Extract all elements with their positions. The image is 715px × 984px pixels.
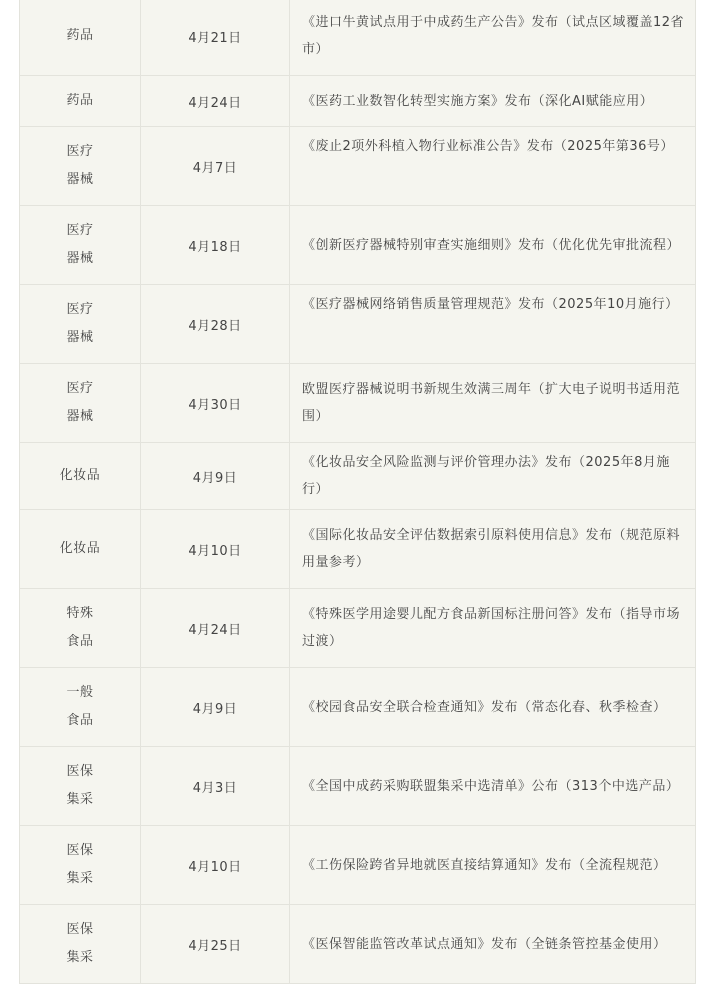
content-cell: 《医药工业数智化转型实施方案》发布（深化AI赋能应用） (290, 76, 696, 127)
content-cell: 《废止2项外科植入物行业标准公告》发布（2025年第36号） (290, 127, 696, 206)
table-row (20, 905, 696, 984)
date-cell: 4月25日 (141, 905, 290, 984)
content-cell: 《特殊医学用途婴儿配方食品新国标注册问答》发布（指导市场过渡） (290, 589, 696, 668)
date-cell: 4月9日 (141, 668, 290, 747)
category-cell: 药品 (20, 76, 141, 127)
category-cell: 医疗 器械 (20, 285, 141, 364)
regulation-table-container (19, 0, 695, 984)
content-cell: 《医保智能监管改革试点通知》发布（全链条管控基金使用） (290, 905, 696, 984)
table-row (20, 0, 696, 76)
category-cell: 医保 集采 (20, 826, 141, 905)
category-cell: 医疗 器械 (20, 206, 141, 285)
content-cell: 《进口牛黄试点用于中成药生产公告》发布（试点区域覆盖12省市） (290, 0, 696, 76)
content-cell: 《校园食品安全联合检查通知》发布（常态化春、秋季检查） (290, 668, 696, 747)
date-cell: 4月30日 (141, 364, 290, 443)
table-row (20, 668, 696, 747)
table-row (20, 443, 696, 510)
content-cell: 《国际化妆品安全评估数据索引原料使用信息》发布（规范原料用量参考） (290, 510, 696, 589)
category-cell: 化妆品 (20, 510, 141, 589)
date-cell: 4月10日 (141, 826, 290, 905)
date-cell: 4月18日 (141, 206, 290, 285)
table-row (20, 206, 696, 285)
regulation-table (19, 0, 696, 984)
date-cell: 4月7日 (141, 127, 290, 206)
category-cell: 一般 食品 (20, 668, 141, 747)
content-cell: 《全国中成药采购联盟集采中选清单》公布（313个中选产品） (290, 747, 696, 826)
date-cell: 4月21日 (141, 0, 290, 76)
category-cell: 医疗 器械 (20, 127, 141, 206)
category-cell: 特殊 食品 (20, 589, 141, 668)
table-row (20, 510, 696, 589)
content-cell: 《工伤保险跨省异地就医直接结算通知》发布（全流程规范） (290, 826, 696, 905)
date-cell: 4月9日 (141, 443, 290, 510)
table-row (20, 589, 696, 668)
category-cell: 化妆品 (20, 443, 141, 510)
table-row (20, 285, 696, 364)
category-cell: 医保 集采 (20, 905, 141, 984)
date-cell: 4月10日 (141, 510, 290, 589)
content-cell: 《创新医疗器械特别审查实施细则》发布（优化优先审批流程） (290, 206, 696, 285)
content-cell: 《化妆品安全风险监测与评价管理办法》发布（2025年8月施行） (290, 443, 696, 510)
table-row (20, 364, 696, 443)
table-row (20, 747, 696, 826)
date-cell: 4月24日 (141, 76, 290, 127)
table-row (20, 127, 696, 206)
category-cell: 医保 集采 (20, 747, 141, 826)
table-row (20, 76, 696, 127)
content-cell: 《医疗器械网络销售质量管理规范》发布（2025年10月施行） (290, 285, 696, 364)
date-cell: 4月28日 (141, 285, 290, 364)
category-cell: 医疗 器械 (20, 364, 141, 443)
date-cell: 4月24日 (141, 589, 290, 668)
content-cell: 欧盟医疗器械说明书新规生效满三周年（扩大电子说明书适用范围） (290, 364, 696, 443)
date-cell: 4月3日 (141, 747, 290, 826)
category-cell: 药品 (20, 0, 141, 76)
table-row (20, 826, 696, 905)
